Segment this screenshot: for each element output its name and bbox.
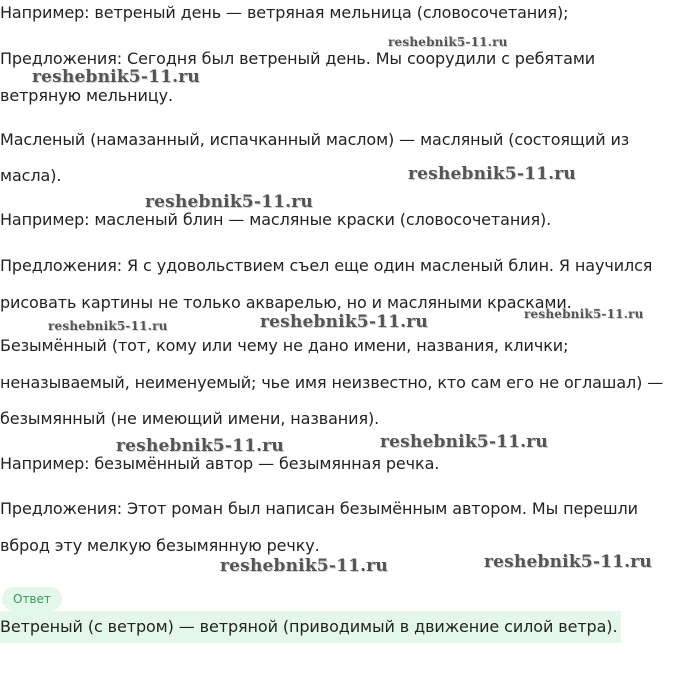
text-line: Например: безымённый автор — безымянная речка. [0, 454, 440, 473]
watermark: reshebnik5-11.ru [380, 432, 548, 452]
text-line: Безымённый (тот, кому или чему не дано имени, названия, клички; [0, 336, 569, 355]
text-line: масла). [0, 166, 62, 185]
watermark: reshebnik5-11.ru [260, 312, 428, 332]
watermark: reshebnik5-11.ru [220, 556, 388, 576]
text-line: Предложения: Я с удовольствием съел еще один масленый блин. Я научился [0, 256, 653, 275]
watermark: reshebnik5-11.ru [32, 67, 200, 87]
text-line: неназываемый, неименуемый; чье имя неизвестно, кто сам его не оглашал) — [0, 373, 664, 392]
watermark: reshebnik5-11.ru [524, 307, 644, 321]
watermark: reshebnik5-11.ru [116, 436, 284, 456]
text-line: Предложения: Этот роман был написан безымённым автором. Мы перешли [0, 499, 638, 518]
text-line: рисовать картины не только акварелью, но и масляными красками. [0, 293, 572, 312]
watermark: reshebnik5-11.ru [145, 192, 313, 212]
answer-text: Ветреный (с ветром) — ветряной (приводимый в движение силой ветра). [0, 611, 621, 643]
watermark: reshebnik5-11.ru [48, 319, 168, 333]
answer-badge: Ответ [2, 587, 62, 611]
text-line: Например: масленый блин — масляные краски (словосочетания). [0, 210, 552, 229]
text-line: Предложения: Сегодня был ветреный день. Мы соорудили с ребятами [0, 49, 596, 68]
text-line: ветряную мельницу. [0, 86, 173, 105]
watermark: reshebnik5-11.ru [408, 164, 576, 184]
text-line: Например: ветреный день — ветряная мельница (словосочетания); [0, 3, 569, 22]
text-line: безымянный (не имеющий имени, названия). [0, 409, 380, 428]
watermark: reshebnik5-11.ru [484, 552, 652, 572]
text-line: Масленый (намазанный, испачканный маслом) — масляный (состоящий из [0, 130, 630, 149]
text-line: вброд эту мелкую безымянную речку. [0, 536, 320, 555]
watermark: reshebnik5-11.ru [388, 35, 508, 49]
